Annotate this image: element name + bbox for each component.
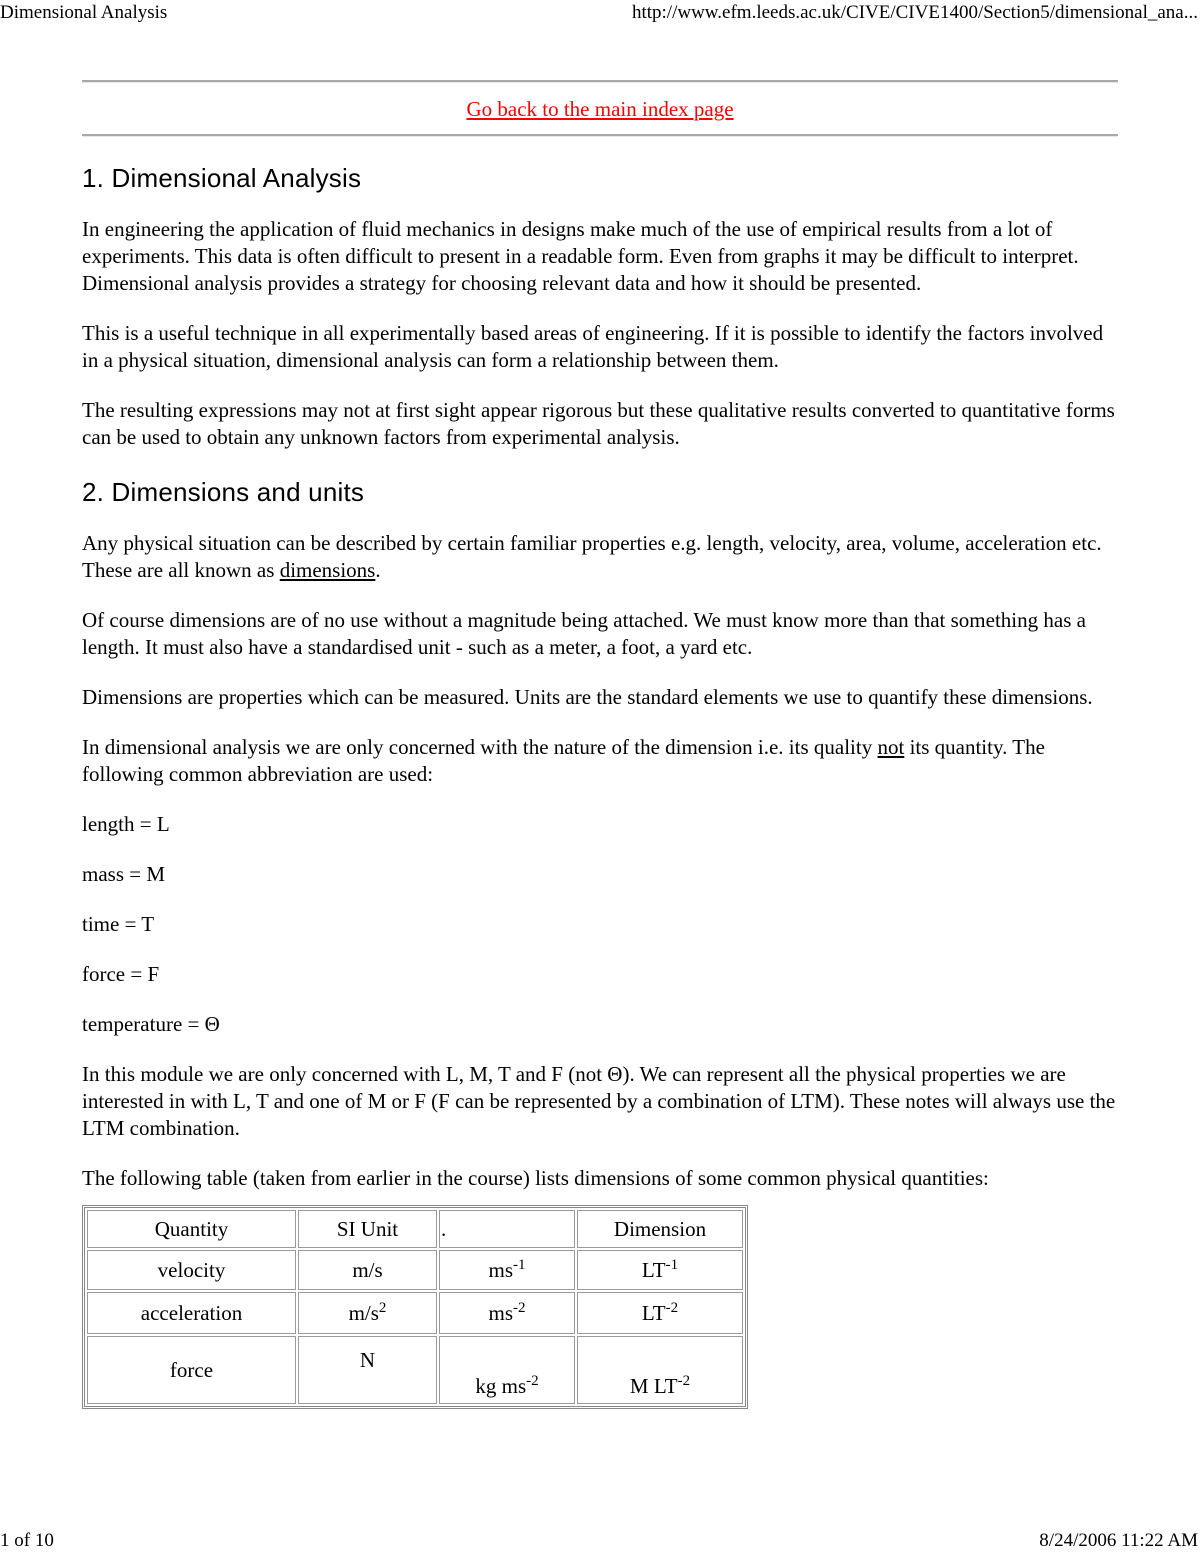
- section-2-paragraph-3: Dimensions are properties which can be measured. Units are the standard elements we use to quantify these dimensions.: [82, 685, 1093, 709]
- header-dimension: Dimension: [577, 1210, 743, 1248]
- section-2-paragraph-4: In dimensional analysis we are only concerned with the nature of the dimension i.e. its quality not its quantity. The following common abbreviation are used:: [82, 735, 1045, 786]
- cell-si-unit: m/s: [298, 1250, 437, 1290]
- abbrev-force: force = F: [82, 962, 160, 986]
- back-to-index-link[interactable]: Go back to the main index page: [466, 97, 734, 121]
- section-1-paragraph-2: This is a useful technique in all experimentally based areas of engineering. If it is possible to identify the factors involved in a physical situation, dimensional analysis can form a relationship between them.: [82, 321, 1104, 372]
- cell-quantity: acceleration: [87, 1292, 296, 1334]
- section-2-paragraph-1: Any physical situation can be described by certain familiar properties e.g. length, velocity, area, volume, acceleration etc. These are all known as dimensions.: [82, 531, 1102, 582]
- section-1-paragraph-1: In engineering the application of fluid mechanics in designs make much of the use of empirical results from a lot of experiments. This data is often difficult to present in a readable form. Even from graphs it may be difficult to interpret. Dimensional analysis provides a strategy for choosing relevant data and how it should be presented.: [82, 217, 1079, 295]
- cell-dimension: $LT^{-1}$: [577, 1250, 743, 1290]
- header-units: .: [439, 1210, 575, 1248]
- section-1-paragraph-3: The resulting expressions may not at first sight appear rigorous but these qualitative results converted to quantitative forms can be used to obtain any unknown factors from experimental analysis.: [82, 398, 1115, 449]
- print-footer-page: 1 of 10: [0, 1530, 54, 1551]
- table-row: [87, 1336, 743, 1404]
- cell-quantity: velocity: [87, 1250, 296, 1290]
- cell-unit: $ms^{-1}$: [439, 1250, 575, 1290]
- cell-dimension: M $LT^{-2}$: [577, 1336, 743, 1404]
- cell-dimension: $LT^{-2}$: [577, 1292, 743, 1334]
- term-dimensions: dimensions: [279, 558, 376, 582]
- back-link-container: [82, 97, 1118, 122]
- table-row: [87, 1292, 743, 1334]
- header-si-unit: SI Unit: [298, 1210, 437, 1248]
- cell-quantity: force: [87, 1336, 296, 1404]
- second-divider: [82, 134, 1118, 137]
- table-row: [87, 1250, 743, 1290]
- abbrev-length: length = L: [82, 812, 170, 836]
- header-quantity: Quantity: [87, 1210, 296, 1248]
- cell-unit: $ms^{-2}$: [439, 1292, 575, 1334]
- abbrev-mass: mass = M: [82, 862, 166, 886]
- section-2-heading: 2. Dimensions and units: [82, 477, 365, 507]
- section-1-heading: 1. Dimensional Analysis: [82, 163, 362, 193]
- section-2-paragraph-6: The following table (taken from earlier in the course) lists dimensions of some common physical quantities:: [82, 1166, 989, 1190]
- section-2-paragraph-5: In this module we are only concerned with L, M, T and F (not Θ). We can represent all the physical properties we are interested in with L, T and one of M or F (F can be represented by a combination of LTM). These notes will always use the LTM combination.: [82, 1062, 1116, 1140]
- page-content: [82, 80, 1118, 1409]
- dimensions-table: [82, 1205, 748, 1409]
- term-not: not: [877, 735, 905, 759]
- print-header-url: http://www.efm.leeds.ac.uk/CIVE/CIVE1400/Section5/dimensional_ana...: [631, 2, 1198, 23]
- cell-unit: kg $ms^{-2}$: [439, 1336, 575, 1404]
- print-header-title: Dimensional Analysis: [0, 2, 168, 23]
- cell-si-unit: N: [298, 1336, 437, 1404]
- top-divider: [82, 80, 1118, 83]
- abbrev-time: time = T: [82, 912, 155, 936]
- cell-si-unit: $m/s^2$: [298, 1292, 437, 1334]
- table-header-row: [87, 1210, 743, 1248]
- abbrev-temperature: temperature = Θ: [82, 1012, 220, 1036]
- print-footer-datetime: 8/24/2006 11:22 AM: [1039, 1530, 1198, 1551]
- section-2-paragraph-2: Of course dimensions are of no use without a magnitude being attached. We must know more than that something has a length. It must also have a standardised unit - such as a meter, a foot, a yard etc.: [82, 608, 1086, 659]
